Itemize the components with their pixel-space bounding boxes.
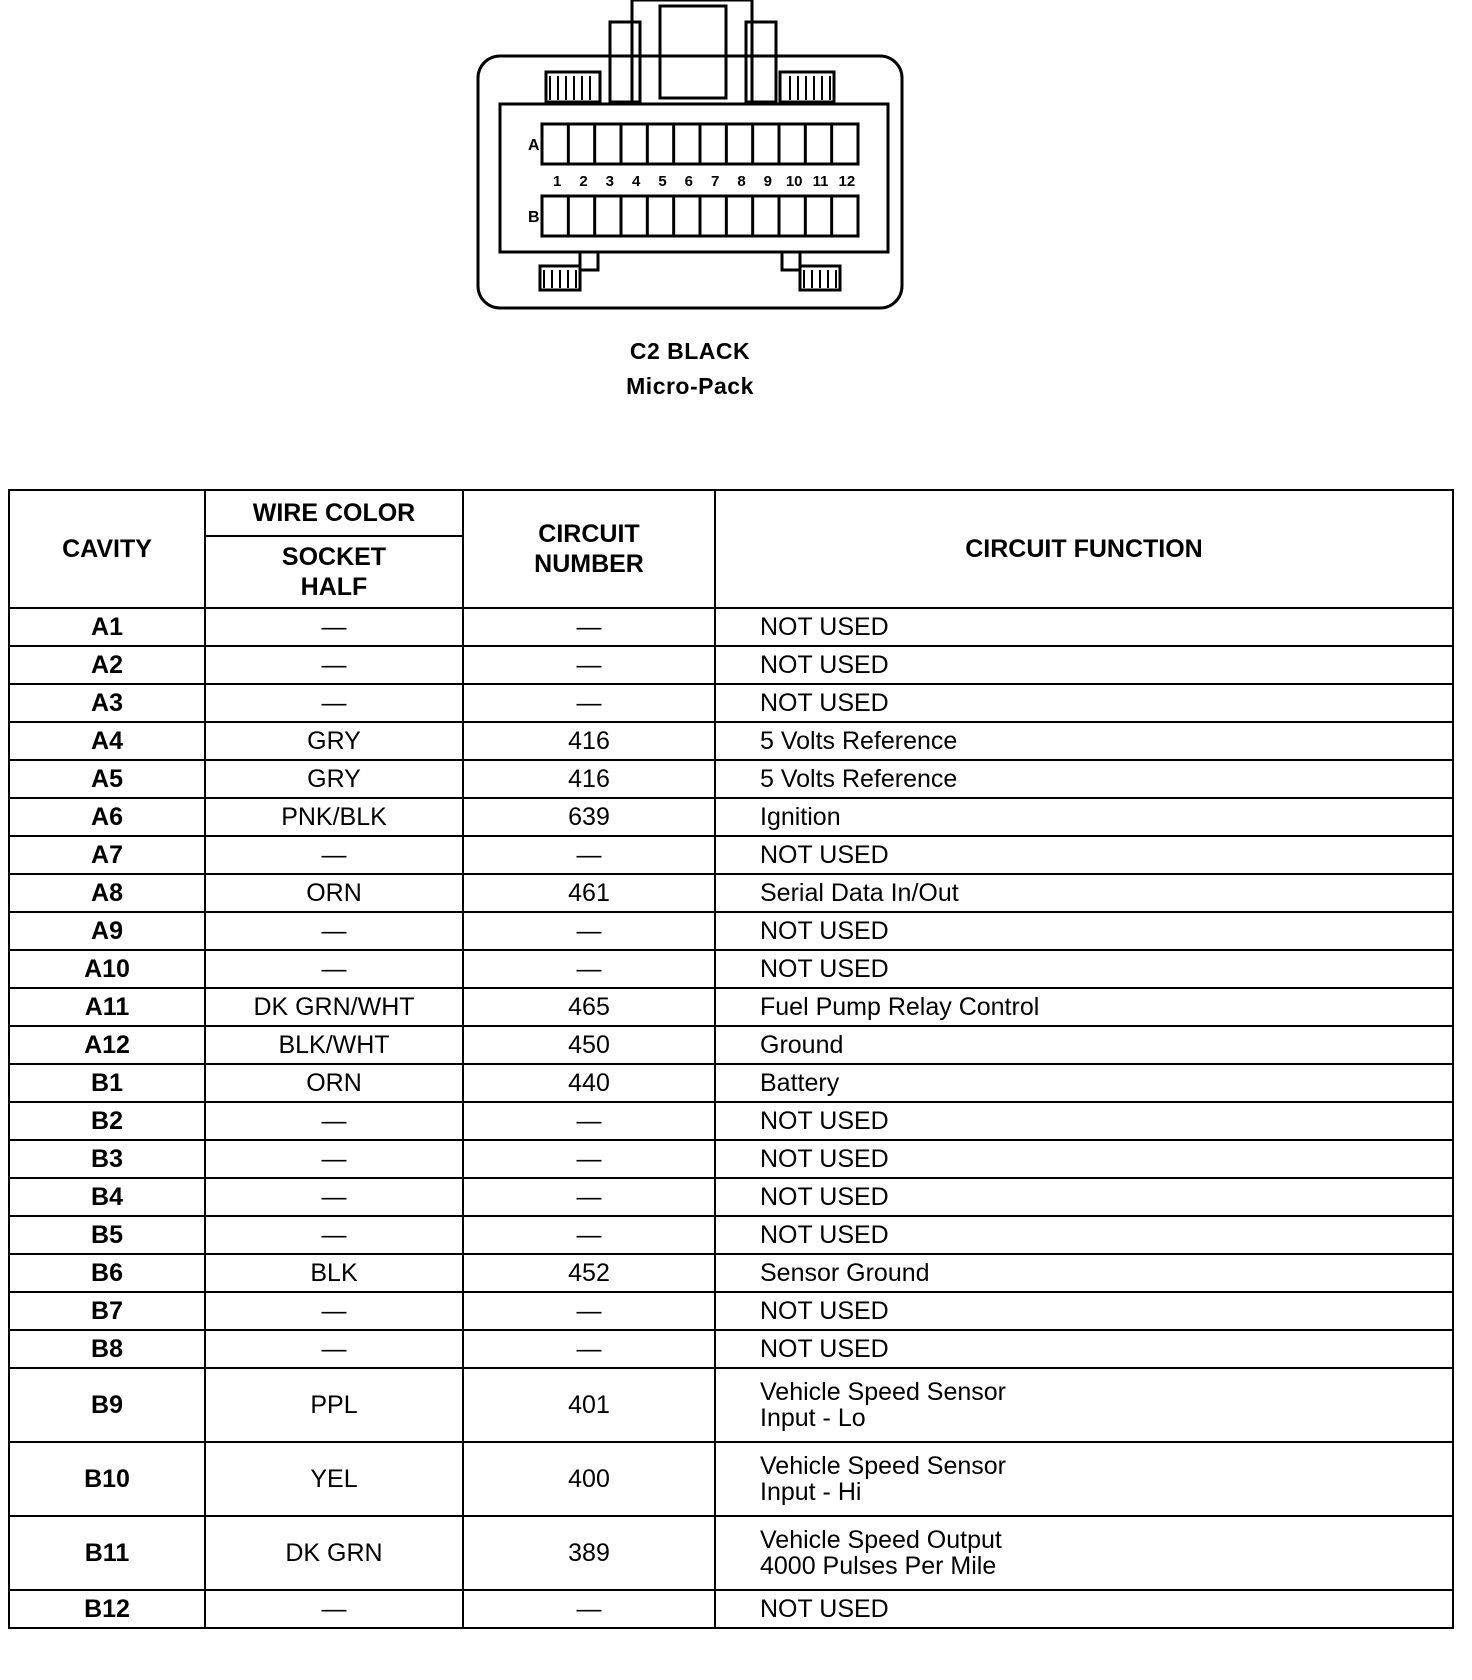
pin-number: 7	[710, 173, 720, 190]
circuit-function-cell: NOT USED	[715, 1292, 1453, 1330]
wire-color-cell: —	[205, 836, 463, 874]
pin-number: 2	[579, 173, 588, 190]
table-row	[9, 1026, 1453, 1064]
table-row	[9, 1216, 1453, 1254]
table-row	[9, 1590, 1453, 1628]
connector-name: C2 BLACK	[629, 338, 751, 364]
wire-color-cell: PPL	[205, 1368, 463, 1442]
pinout-table	[8, 489, 1454, 1629]
header-socket-half	[205, 536, 463, 608]
table-row	[9, 1102, 1453, 1140]
wire-color-cell: —	[205, 950, 463, 988]
cavity-cell: B1	[9, 1064, 205, 1102]
circuit-number-cell: —	[463, 950, 715, 988]
row-b-label: B	[528, 209, 540, 226]
table-row	[9, 1442, 1453, 1516]
wire-color-cell: —	[205, 684, 463, 722]
cavity-cell: A6	[9, 798, 205, 836]
circuit-function-cell: Ground	[715, 1026, 1453, 1064]
pin-number: 6	[684, 173, 694, 190]
circuit-number-cell: 452	[463, 1254, 715, 1292]
circuit-function-line1: Vehicle Speed Output	[760, 1526, 1002, 1554]
circuit-function-cell: NOT USED	[715, 1178, 1453, 1216]
header-circuit-function: CIRCUIT FUNCTION	[715, 490, 1453, 608]
table-row	[9, 950, 1453, 988]
circuit-function-cell: NOT USED	[715, 608, 1453, 646]
pin-number: 3	[605, 173, 615, 190]
circuit-function-cell: Fuel Pump Relay Control	[715, 988, 1453, 1026]
circuit-function-cell	[715, 1516, 1453, 1590]
cavity-cell: B11	[9, 1516, 205, 1590]
circuit-function-cell: NOT USED	[715, 1102, 1453, 1140]
wire-color-cell: —	[205, 1292, 463, 1330]
cavity-cell: B5	[9, 1216, 205, 1254]
table-row	[9, 760, 1453, 798]
circuit-function-cell: NOT USED	[715, 912, 1453, 950]
circuit-function-cell: NOT USED	[715, 1590, 1453, 1628]
circuit-number-cell: —	[463, 684, 715, 722]
circuit-function-cell: NOT USED	[715, 1140, 1453, 1178]
circuit-number-cell: 389	[463, 1516, 715, 1590]
circuit-function-line2: 4000 Pulses Per Mile	[760, 1552, 997, 1580]
circuit-number-cell: 400	[463, 1442, 715, 1516]
circuit-function-cell	[715, 1442, 1453, 1516]
circuit-number-cell: —	[463, 912, 715, 950]
circuit-function-cell: NOT USED	[715, 1216, 1453, 1254]
wire-color-cell: PNK/BLK	[205, 798, 463, 836]
circuit-number-cell: —	[463, 1178, 715, 1216]
wire-color-cell: —	[205, 1590, 463, 1628]
cavity-cell: B3	[9, 1140, 205, 1178]
wire-color-cell: —	[205, 1216, 463, 1254]
circuit-function-cell	[715, 1368, 1453, 1442]
header-cavity: CAVITY	[9, 490, 205, 608]
circuit-number-cell: —	[463, 646, 715, 684]
cavity-cell: A5	[9, 760, 205, 798]
circuit-number-cell: —	[463, 836, 715, 874]
table-row	[9, 608, 1453, 646]
cavity-cell: B10	[9, 1442, 205, 1516]
wire-color-cell: DK GRN	[205, 1516, 463, 1590]
pin-number: 4	[631, 173, 641, 190]
circuit-function-cell: NOT USED	[715, 684, 1453, 722]
header-circuit-number	[463, 490, 715, 608]
table-row	[9, 1516, 1453, 1590]
wire-color-cell: BLK	[205, 1254, 463, 1292]
wire-color-cell: —	[205, 608, 463, 646]
circuit-function-line2: Input - Lo	[760, 1404, 866, 1432]
cavity-cell: B9	[9, 1368, 205, 1442]
wire-color-cell: YEL	[205, 1442, 463, 1516]
circuit-number-cell: —	[463, 1292, 715, 1330]
cavity-cell: A11	[9, 988, 205, 1026]
pin-number: 9	[763, 173, 773, 190]
wire-color-cell: DK GRN/WHT	[205, 988, 463, 1026]
wire-color-cell: ORN	[205, 1064, 463, 1102]
cavity-cell: B6	[9, 1254, 205, 1292]
circuit-function-cell: NOT USED	[715, 1330, 1453, 1368]
wire-color-cell: —	[205, 1102, 463, 1140]
table-row	[9, 874, 1453, 912]
circuit-function-cell: Serial Data In/Out	[715, 874, 1453, 912]
cavity-cell: A7	[9, 836, 205, 874]
circuit-number-cell: —	[463, 1590, 715, 1628]
header-circuit-number-text: CIRCUIT NUMBER	[534, 520, 644, 578]
circuit-function-cell: 5 Volts Reference	[715, 722, 1453, 760]
circuit-function-cell: NOT USED	[715, 950, 1453, 988]
pin-number: 8	[737, 173, 746, 190]
circuit-function-line2: Input - Hi	[760, 1478, 862, 1506]
table-row	[9, 1330, 1453, 1368]
cavity-cell: A9	[9, 912, 205, 950]
table-row	[9, 1254, 1453, 1292]
pin-number: 10	[785, 173, 803, 190]
circuit-number-cell: —	[463, 1140, 715, 1178]
circuit-function-cell: NOT USED	[715, 646, 1453, 684]
table-row	[9, 1292, 1453, 1330]
cavity-cell: B7	[9, 1292, 205, 1330]
circuit-function-cell: Ignition	[715, 798, 1453, 836]
circuit-function-line1: Vehicle Speed Sensor	[760, 1452, 1007, 1480]
header-wire-color: WIRE COLOR	[205, 490, 463, 536]
cavity-cell: A2	[9, 646, 205, 684]
wire-color-cell: —	[205, 1140, 463, 1178]
wire-color-cell: —	[205, 646, 463, 684]
cavity-cell: A8	[9, 874, 205, 912]
circuit-number-cell: 639	[463, 798, 715, 836]
circuit-number-cell: 465	[463, 988, 715, 1026]
pin-number: 1	[552, 173, 562, 190]
row-a-label: A	[528, 137, 540, 154]
pin-number: 11	[812, 173, 829, 190]
wire-color-cell: —	[205, 912, 463, 950]
connector-diagram	[460, 0, 920, 320]
table-row	[9, 836, 1453, 874]
circuit-number-cell: 416	[463, 760, 715, 798]
cavity-cell: A1	[9, 608, 205, 646]
connector-type: Micro-Pack	[626, 373, 754, 399]
circuit-number-cell: —	[463, 1102, 715, 1140]
circuit-function-cell: Battery	[715, 1064, 1453, 1102]
circuit-number-cell: —	[463, 1330, 715, 1368]
connector-latch	[632, 0, 752, 104]
wire-color-cell: BLK/WHT	[205, 1026, 463, 1064]
table-row	[9, 912, 1453, 950]
table-row	[9, 684, 1453, 722]
circuit-number-cell: 401	[463, 1368, 715, 1442]
table-row	[9, 1140, 1453, 1178]
pin-number: 5	[658, 173, 667, 190]
circuit-function-line1: Vehicle Speed Sensor	[760, 1378, 1007, 1406]
table-row	[9, 1368, 1453, 1442]
wire-color-cell: GRY	[205, 760, 463, 798]
circuit-function-cell: NOT USED	[715, 836, 1453, 874]
circuit-function-cell: 5 Volts Reference	[715, 760, 1453, 798]
circuit-number-cell: 450	[463, 1026, 715, 1064]
wire-color-cell: ORN	[205, 874, 463, 912]
table-row	[9, 798, 1453, 836]
wire-color-cell: —	[205, 1330, 463, 1368]
pin-number: 12	[838, 173, 856, 190]
circuit-number-cell: 461	[463, 874, 715, 912]
table-row	[9, 722, 1453, 760]
wire-color-cell: GRY	[205, 722, 463, 760]
cavity-cell: A10	[9, 950, 205, 988]
cavity-cell: B8	[9, 1330, 205, 1368]
table-row	[9, 1064, 1453, 1102]
circuit-number-cell: 416	[463, 722, 715, 760]
cavity-cell: B4	[9, 1178, 205, 1216]
table-row	[9, 646, 1453, 684]
cavity-cell: A4	[9, 722, 205, 760]
cavity-cell: B2	[9, 1102, 205, 1140]
cavity-cell: A12	[9, 1026, 205, 1064]
circuit-number-cell: —	[463, 1216, 715, 1254]
table-row	[9, 988, 1453, 1026]
cavity-cell: B12	[9, 1590, 205, 1628]
header-socket-half-text: SOCKET HALF	[281, 543, 387, 601]
circuit-number-cell: —	[463, 608, 715, 646]
circuit-number-cell: 440	[463, 1064, 715, 1102]
cavity-cell: A3	[9, 684, 205, 722]
table-row	[9, 1178, 1453, 1216]
wire-color-cell: —	[205, 1178, 463, 1216]
circuit-function-cell: Sensor Ground	[715, 1254, 1453, 1292]
